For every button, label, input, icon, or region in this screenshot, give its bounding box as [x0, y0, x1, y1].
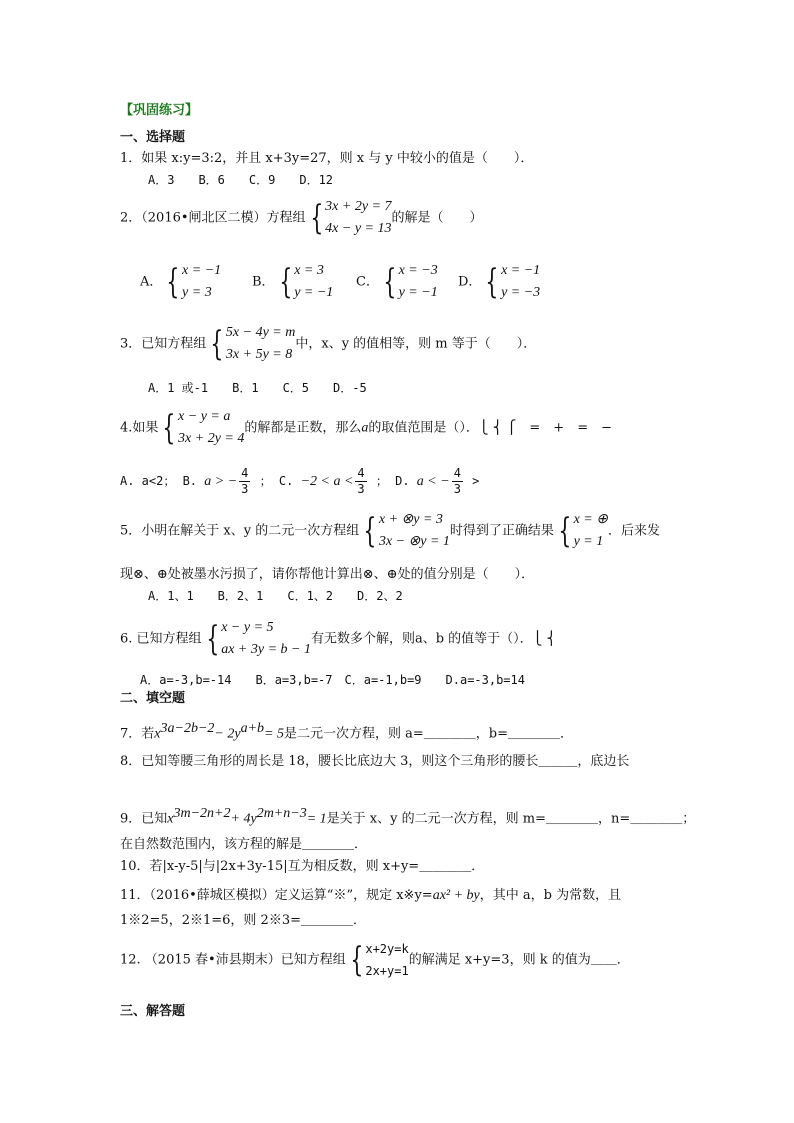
equation: x = −1 — [182, 263, 222, 278]
equation: y = −1 — [294, 285, 334, 300]
exponent: 2m+n−3 — [256, 806, 307, 821]
numerator: 4 — [357, 466, 365, 480]
option-b: B． { x = 3 y = −1 — [252, 262, 334, 302]
denominator: 3 — [241, 482, 249, 496]
equation: x − y = 5 — [221, 620, 274, 635]
question-4-suffix: 的取值范围是（）．⎩ ⎨ ⎧ = + = − — [368, 420, 612, 436]
question-5-mid: 时得到了正确结果 — [449, 523, 554, 539]
exponent: 3m−2n+2 — [173, 806, 231, 821]
question-10: 10．若|x-y-5|与|2x+3y-15|互为相反数，则 x+y=＿＿＿＿． — [120, 859, 485, 874]
question-9 — [120, 805, 695, 828]
equation: x+2y=k — [365, 942, 409, 956]
question-9-prefix: 9．已知 — [120, 811, 168, 827]
variable: y — [234, 726, 241, 742]
equation-system: { x+2y=k 2x+y=1 — [350, 940, 409, 980]
fraction — [452, 466, 463, 497]
section-header: 【巩固练习】 — [120, 103, 199, 118]
question-9-suffix: 是关于 x、y 的二元一次方程，则 m=＿＿＿＿，n=＿＿＿＿； — [326, 811, 696, 827]
variable: x — [167, 811, 174, 827]
option-c: C． { x = −3 y = −1 — [356, 262, 438, 302]
section-title-answer: 三、解答题 — [120, 1004, 186, 1019]
question-3-prefix: 3．已知方程组 — [120, 336, 207, 352]
question-11-line2: 1※2=5，2※1=6，则 2※3=＿＿＿＿． — [120, 913, 366, 928]
option-c-expr: −2 < a < — [300, 474, 354, 489]
question-7-suffix: 是二元一次方程，则 a=＿＿＿＿，b=＿＿＿＿． — [283, 726, 573, 742]
equation: x = ⊕ — [573, 512, 608, 527]
question-12-suffix: 的解满足 x+y=3，则 k 的值为＿＿． — [408, 952, 630, 968]
equation: ax + 3y = b − 1 — [221, 642, 311, 657]
question-7-prefix: 7．若 — [120, 726, 155, 742]
expr: = 1 — [306, 811, 327, 827]
question-5-suffix: ．后来发 — [607, 523, 660, 539]
equation: x − y = a — [178, 409, 231, 424]
expr: + 4 — [230, 811, 251, 827]
question-4-prefix: 4.如果 — [120, 420, 159, 436]
equation: 2x+y=1 — [365, 964, 409, 978]
denominator: 3 — [453, 482, 461, 496]
numerator: 4 — [241, 466, 249, 480]
option-label: D． — [458, 274, 482, 290]
question-11-prefix: 11．（2016•薛城区模拟）定义运算“※”，规定 x※y= — [120, 888, 433, 903]
trailing-symbol: > — [472, 474, 480, 488]
equation: x + ⊗y = 3 — [378, 512, 443, 527]
question-1-options: A．3 B．6 C．9 D．12 — [148, 173, 334, 187]
option-label: C． — [356, 274, 379, 290]
question-6 — [120, 617, 556, 661]
option-b-expr: a > − — [204, 474, 238, 489]
option-a: A. a<2； B. — [120, 474, 198, 488]
equation: y = −3 — [501, 285, 541, 300]
section-title-fill: 二、填空题 — [120, 691, 186, 706]
question-9-line2: 在自然数范围内，该方程的解是＿＿＿＿． — [120, 837, 368, 852]
equation: x = −3 — [398, 263, 438, 278]
numerator: 4 — [453, 466, 461, 480]
question-3-suffix: 中，x、y 的值相等，则 m 等于（ ）． — [295, 336, 537, 352]
expr: = 5 — [264, 726, 284, 742]
question-7 — [120, 720, 573, 743]
equation-system: { x + ⊗y = 3 3x − ⊗y = 1 — [363, 511, 450, 551]
variable: y — [250, 811, 257, 827]
equation-system: { 5x − 4y = m 3x + 5y = 8 — [210, 324, 296, 364]
equation: 5x − 4y = m — [225, 325, 296, 340]
option-d: D． { x = −1 y = −3 — [458, 262, 541, 302]
equation: x = 3 — [294, 263, 324, 278]
equation: 3x + 5y = 8 — [225, 347, 293, 362]
option-d-label: ； D. — [375, 474, 410, 488]
question-6-options: A．a=-3,b=-14 B．a=3,b=-7 C．a=-1,b=9 D.a=-3,b=14 — [140, 673, 525, 687]
fraction — [239, 466, 250, 497]
question-3 — [120, 322, 536, 366]
section-title-choice: 一、选择题 — [120, 130, 186, 145]
expr: − 2 — [214, 726, 235, 742]
question-12 — [120, 938, 630, 982]
formula: ax² + by — [432, 888, 480, 903]
question-12-prefix: 12. （2015 春•沛县期末）已知方程组 — [120, 952, 346, 968]
equation: 3x − ⊗y = 1 — [378, 534, 450, 549]
option-d-expr: a < − — [416, 474, 450, 489]
option-a: A． { x = −1 y = 3 — [140, 262, 222, 302]
equation-system: { x − y = a 3x + 2y = 4 — [162, 408, 245, 448]
question-5-options: A．1、1 B．2、1 C．1、2 D．2、2 — [148, 589, 403, 603]
question-4-mid: 的解都是正数，那么 — [244, 420, 362, 436]
question-3-options: A．1 或-1 B．1 C．5 D．-5 — [148, 381, 367, 395]
exponent: a+b — [240, 721, 265, 736]
denominator: 3 — [357, 482, 365, 496]
equation-system: { x − y = 5 ax + 3y = b − 1 — [205, 619, 311, 659]
option-label: A． — [140, 274, 163, 290]
question-4-options — [120, 466, 479, 497]
equation: 3x + 2y = 4 — [178, 431, 245, 446]
question-2-prefix: 2．（2016•闸北区二模）方程组 — [120, 210, 306, 226]
equation: y = 1 — [573, 534, 604, 549]
question-5-prefix: 5．小明在解关于 x、y 的二元一次方程组 — [120, 523, 360, 539]
variable: x — [154, 726, 161, 742]
question-5-line2: 现⊗、⊕处被墨水污损了，请你帮他计算出⊗、⊕处的值分别是（ ）． — [120, 567, 535, 582]
question-11-suffix: ，其中 a，b 为常数，且 — [479, 888, 622, 903]
option-label: B． — [252, 274, 275, 290]
equation: 3x + 2y = 7 — [325, 199, 392, 214]
question-2-suffix: 的解是（ ） — [391, 210, 483, 226]
equation: y = 3 — [182, 285, 212, 300]
question-2 — [120, 196, 483, 240]
variable: a — [361, 420, 369, 436]
question-6-suffix: 有无数多个解，则a、b 的值等于（）．⎩ ⎨ — [310, 631, 557, 647]
equation: 4x − y = 13 — [325, 221, 392, 236]
question-1: 1．如果 x:y=3:2，并且 x+3y=27，则 x 与 y 中较小的值是（ ）． — [120, 151, 534, 166]
exponent: 3a−2b−2 — [160, 721, 215, 736]
question-8: 8．已知等腰三角形的周长是 18，腰长比底边大 3，则这个三角形的腰长＿＿＿，底边长 — [120, 754, 630, 769]
equation-system: { 3x + 2y = 7 4x − y = 13 — [309, 198, 392, 238]
question-4 — [120, 406, 612, 450]
question-11 — [120, 887, 621, 905]
question-6-prefix: 6. 已知方程组 — [120, 631, 202, 647]
question-5 — [120, 509, 660, 553]
result-system: { x = ⊕ y = 1 — [558, 511, 608, 551]
equation: x = −1 — [501, 263, 541, 278]
equation: y = −1 — [398, 285, 438, 300]
option-c-label: ； C. — [259, 474, 294, 488]
fraction — [355, 466, 366, 497]
